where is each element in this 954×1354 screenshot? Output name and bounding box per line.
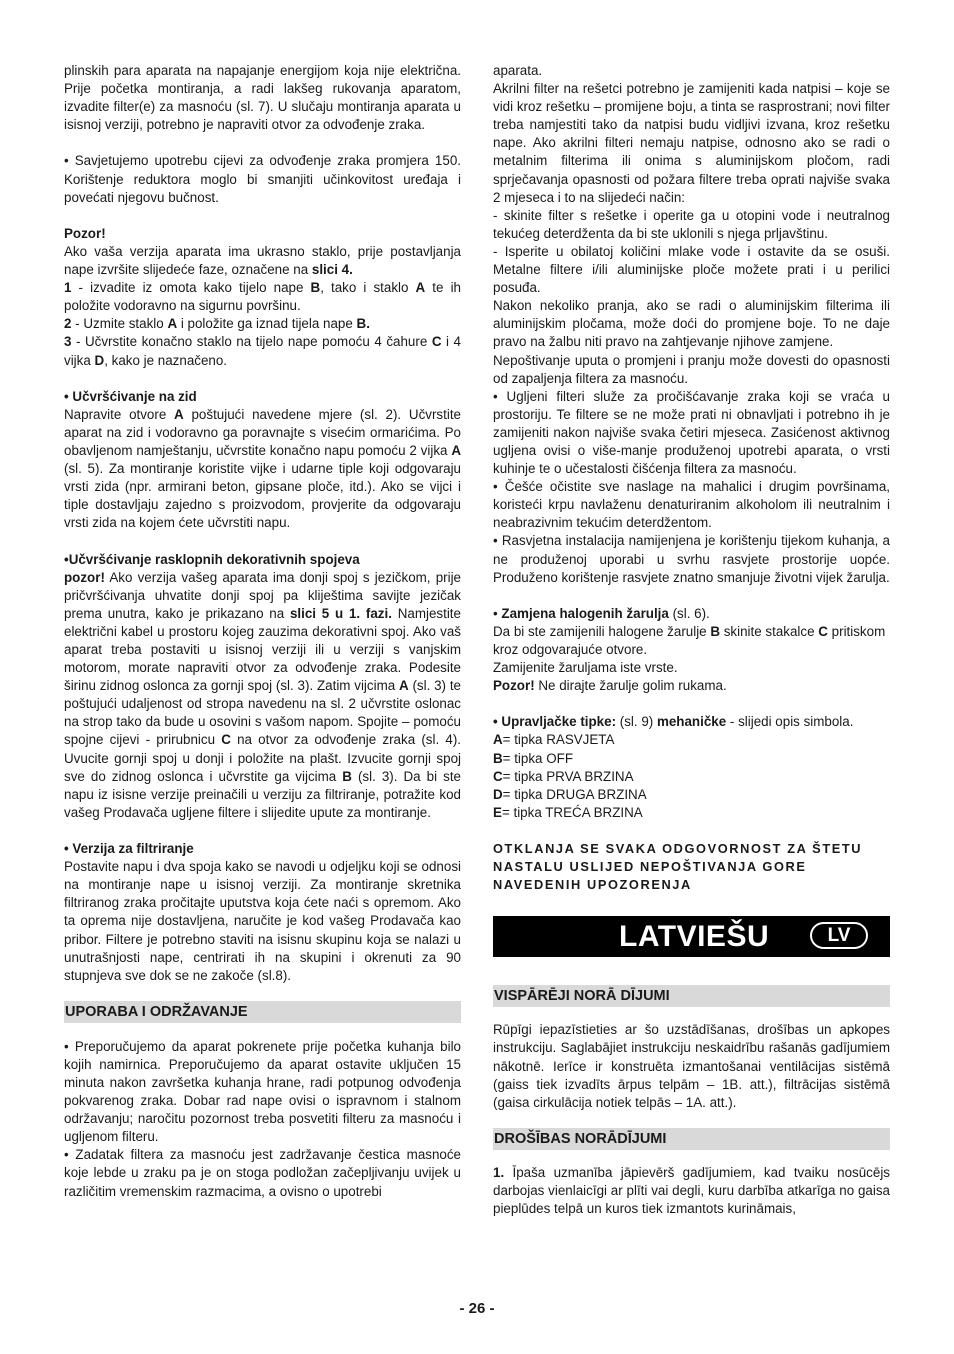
step-3: 3 - Učvrstite konačno staklo na tijelo nape pomoću 4 čahure C i 4 vijka D, kako je naznačeno. xyxy=(64,334,461,368)
safety-paragraph-1: 1. Īpaša uzmanība jāpievērš gadījumiem, kad tvaiku nosūcējs darbojas vienlaicīgi ar plīti vai degli, kuru darbība atkarīga no gaisa pieplūdes telpā un kuros tiek izmantots kurināmais, xyxy=(493,1164,890,1216)
right-column xyxy=(493,62,890,1218)
halogen-warning: Pozor! Ne dirajte žarulje golim rukama. xyxy=(493,678,727,694)
pozor-paragraph: Ako vaša verzija aparata ima ukrasno staklo, prije postavljanja nape izvršite slijedeće faze, označene na slici 4. xyxy=(64,243,461,278)
key-b: B= tipka OFF xyxy=(493,750,573,766)
controls-heading: • Upravljačke tipke: (sl. 9) mehaničke - slijedi opis simbola. xyxy=(493,714,854,730)
key-a: A= tipka RASVJETA xyxy=(493,732,615,748)
halogen-replace-text: Zamijenite žaruljama iste vrste. xyxy=(493,660,678,676)
halogen-paragraph: Da bi ste zamijenili halogene žarulje B skinite stakalce C pritiskom kroz odgovarajuće otvore. xyxy=(493,623,886,657)
wash-step-2: - Isperite u obilatoj količini mlake vode i ostavite da se osuši. Metalne filtere i/ili aluminijske ploče možete prati i u perilici posuđa. xyxy=(493,243,890,296)
key-e: E= tipka TREĆA BRZINA xyxy=(493,804,643,820)
language-code-badge: LV xyxy=(810,922,868,949)
page-number: - 26 - xyxy=(459,1300,495,1317)
wash-step-1: - skinite filter s rešetke i operite ga u otopini vode i neutralnog tekućeg deterdženta da bi ste uklonili s njega prljavštinu. xyxy=(493,207,890,241)
key-c: C= tipka PRVA BRZINA xyxy=(493,768,634,784)
filter-version-heading: • Verzija za filtriranje xyxy=(64,841,194,857)
fire-risk-paragraph: Nepoštivanje uputa o promjeni i pranju može dovesti do opasnosti od zapaljenja filtera za masnoću. xyxy=(493,352,890,386)
language-title: LATVIEŠU xyxy=(619,920,770,954)
intro-paragraph: plinskih para aparata na napajanje energijom koja nije električna. Prije početka montiranja, a radi lakšeg rukovanja aparatom, izvadite filter(e) za masnoću (sl. 7). U slučaju montiranja aparata u isisnoj verziji, potrebno je napraviti otvor za odvođenje zraka. xyxy=(64,63,461,133)
left-column xyxy=(64,62,461,1201)
wall-mount-paragraph: Napravite otvore A poštujući navedene mjere (sl. 2). Učvrstite aparat na zid i vodoravno ga poravnajte s visećim ormarićima. Po obavljenom namještanju, učvrstite konačno napu pomoću 2 vijka A (sl. 5). Za montiranje koristite vijke i udarne tiple koji odgovaraju vrsti zida (npr. armirani beton, gipsane ploče, itd.). Ako se vijci i tiple dostavljaju zajedno s proizvodom, provjerite da odgovaraju vrsti zida na kojem ćete učvrstiti napu. xyxy=(64,406,461,531)
decorative-joints-paragraph: pozor! Ako verzija vašeg aparata ima donji spoj s jezičkom, prije pričvršćivanja uhvatite donji spoj pa kliještima savijte jezičak prema unutra, kako je prikazano na slici 5 u 1. fazi. Namjestite električni kabel u prostoru kojeg zauzima dekorativni spoj. Ako vaš aparat treba postaviti u isisnoj verziji ili u verziji s vanjskim motorom, morate napraviti otvor za odvođenje zraka. Podesite širinu zidnog oslonca za gornji spoj (sl. 3). Zatim vijcima A (sl. 3) te poštujući udaljenost od stropa navedenu na sl. 2 učvrstite oslonac na strop tako da bude u osovini s vašom napom. Spojite – pomoću spojne cijevi - prirubnicu C na otvor za odvođenje zraka (sl. 4). Uvucite gornji spoj u donji i položite na plašt. Izvucite gornji spoj sve do zidnog oslonca i učvrstite ga vijcima B (sl. 3). Da bi ste napu iz isisne verzije preinačili u verziju za filtriranje, potražite kod vašeg Prodavača ugljene filtere i slijedite upute za montiranje. xyxy=(64,569,461,820)
step-2: 2 - Uzmite staklo A i položite ga iznad tijela nape B. xyxy=(64,316,370,332)
step-1: 1 - izvadite iz omota kako tijelo nape B, tako i staklo A te ih položite vodoravno na sigurnu površinu. xyxy=(64,280,461,314)
safety-heading: DROŠĪBAS NORĀDĪJUMI xyxy=(493,1128,890,1150)
disclaimer-text: OTKLANJA SE SVAKA ODGOVORNOST ZA ŠTETU NASTALU USLIJED NEPOŠTIVANJA GORE NAVEDENIH UPOZORENJA xyxy=(493,841,863,893)
language-banner xyxy=(493,916,890,957)
use-paragraph-1: • Preporučujemo da aparat pokrenete prije početka kuhanja bilo kojih namirnica. Preporučujemo da aparat ostavite uključen 15 minuta nakon završetka kuhanja hrane, radi potpunog odvođenja pokvarenog zraka. Dobar rad nape ovisi o ispravnom i stalnom održavanju; naročitu pozornost treba posvetiti filteru za masnoću i ugljenom filteru. xyxy=(64,1038,461,1145)
duct-advice-paragraph: • Savjetujemo upotrebu cijevi za odvođenje zraka promjera 150. Korištenje reduktora moglo bi smanjiti učinkovitost uređaja i povećati njegovu bučnost. xyxy=(64,153,461,205)
carbon-filter-paragraph: • Ugljeni filteri služe za pročišćavanje zraka koji se vraća u prostoriju. Te filtere se ne može prati ni obnavljati i potrebno ih je zamijeniti nakon najviše svaka četiri mjeseca. Zasićenost aktivnog ugljena ovisi o više-manje produženoj upotrebi aparata, o vrsti kuhinje te o učestalosti čišćenja filtera za masnoću. xyxy=(493,388,890,477)
use-maintenance-heading: UPORABA I ODRŽAVANJE xyxy=(64,1001,461,1023)
lighting-paragraph: • Rasvjetna instalacija namijenjena je korištenju tijekom kuhanja, a ne produženoj uporabi u svrhu rasvjete prostorije uopće. Produženo korištenje rasvjete znatno smanjuje životni vijek žarulja. xyxy=(493,533,890,585)
discoloration-paragraph: Nakon nekoliko pranja, ako se radi o aluminijskim filterima ili aluminijskim pločama, može doći do promjene boje. To ne daje pravo na žalbu niti pravo na zahtjevanje njihove zamjene. xyxy=(493,298,890,350)
continuation-text: aparata. xyxy=(493,63,543,78)
decorative-joints-heading: •Učvršćivanje rasklopnih dekorativnih spojeva xyxy=(64,551,360,567)
use-paragraph-2: • Zadatak filtera za masnoću jest zadržavanje čestica masnoće koje lebde u zraku pa je on stoga podložan začepljivanju uvijek u različitim vremenskim razmacima, a ovisno o upotrebi xyxy=(64,1147,461,1199)
filter-version-paragraph: Postavite napu i dva spoja kako se navodi u odjeljku koji se odnosi na montiranje nape u isisnoj verziji. Za montiranje skretnika filtriranog zraka pročitajte uputstva koja ćete naći s opremom. Ako ta oprema nije dostavljena, naručite je kod vašeg Prodavača kao pribor. Filtere je potrebno staviti na isisnu skupinu koja se nalazi u unutrašnjosti nape, centrirati ih na skupini i okrenuti za 90 stupnjeva sve dok se ne zakoče (sl.8). xyxy=(64,859,461,983)
halogen-heading: • Zamjena halogenih žarulja (sl. 6). xyxy=(493,605,710,621)
general-info-heading: VISPĀRĒJI NORĀ DĪJUMI xyxy=(493,985,890,1007)
key-d: D= tipka DRUGA BRZINA xyxy=(493,786,647,802)
cleaning-paragraph: • Češće očistite sve naslage na mahalici i drugim površinama, koristeći krpu navlaženu denaturiranim alkoholom ili neutralnim i neabrazivnim tekućim deterdžentom. xyxy=(493,479,890,531)
acrylic-filter-paragraph: Akrilni filter na rešetci potrebno je zamijeniti kada natpisi – koje se vidi kroz rešetku – promijene boju, a tinta se rasprostrani; novi filter treba namjestiti tako da natpisi budu vidljivi izvana, kroz rešetku nape. Ako akrilni filteri nemaju natpise, odnosno ako se radi o metalnim filterima ili onima s aluminijskom pločom, radi sprječavanja opasnosti od požara filtere treba oprati najviše svaka 2 mjeseca i to na slijedeći način: xyxy=(493,81,890,205)
pozor-heading: Pozor! xyxy=(64,225,106,241)
wall-mount-heading: • Učvršćivanje na zid xyxy=(64,388,197,404)
general-info-paragraph: Rūpīgi iepazīstieties ar šo uzstādīšanas, drošības un apkopes instrukciju. Saglabājiet instrukciju neskaidrību rašanās gadījumiem nākotnē. Ierīce ir konstruēta izmantošanai ventilācijas sistēmā (gaiss tiek izvadīts ārpus telpām – 1B. att.), filtrācijas sistēmā (gaisa cirkulācija notiek telpās – 1A. att.). xyxy=(493,1022,890,1110)
